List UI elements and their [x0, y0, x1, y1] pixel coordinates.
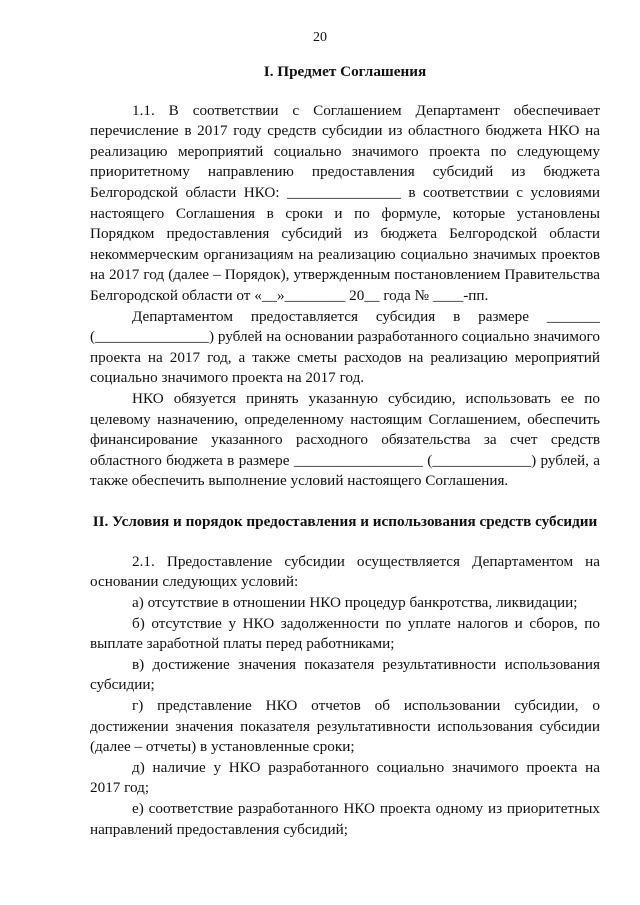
section-2-paragraph-1: 2.1. Предоставление субсидии осуществляется Департаментом на основании следующих условий:: [90, 552, 600, 591]
condition-d: г) представление НКО отчетов об использовании субсидии, о достижении значения показателя результативности использования субсидии (далее – отчеты) в установленные сроки;: [90, 697, 600, 756]
condition-a: а) отсутствие в отношении НКО процедур банкротства, ликвидации;: [132, 594, 578, 612]
condition-c: в) достижение значения показателя результативности использования субсидии;: [90, 655, 600, 694]
section-1-title: I. Предмет Соглашения: [263, 63, 427, 80]
condition-b: б) отсутствие у НКО задолженности по уплате налогов и сборов, по выплате заработной платы перед работниками;: [90, 614, 600, 653]
section-1-paragraph-2: Департаментом предоставляется субсидия в размере _______ (_______________) рублей на основании разработанного социально значимого проекта на 2017 год, а также сметы расходов на реализацию мероприятий социально значимого проекта на 2017 год.: [90, 307, 600, 387]
section-1-paragraph-3: НКО обязуется принять указанную субсидию, использовать ее по целевому назначению, определенному настоящим Соглашением, обеспечить финансирование указанного расходного обязательства за счет средств областного бюджета в размере _________________ (_____________) рублей, а также обеспечить выполнение условий настоящего Соглашения.: [90, 389, 600, 490]
condition-e: д) наличие у НКО разработанного социально значимого проекта на 2017 год;: [90, 758, 600, 797]
document-body: [90, 62, 600, 840]
section-1-paragraph-1: 1.1. В соответствии с Соглашением Департамент обеспечивает перечисление в 2017 году средств субсидии из областного бюджета НКО на реализацию мероприятий социально значимого проекта по следующему приоритетному направлению предоставления субсидий из бюджета Белгородской области НКО: _______________ в соответствии с условиями настоящего Соглашения в сроки и по формуле, которые установлены Порядком предоставления субсидий из бюджета Белгородской области некоммерческим организациям на реализацию социально значимых проектов на 2017 год (далее – Порядок), утвержденным постановлением Правительства Белгородской области от «__»________ 20__ года № ____-пп.: [90, 101, 600, 304]
condition-f: е) соответствие разработанного НКО проекта одному из приоритетных направлений предоставления субсидий;: [90, 800, 600, 838]
page-number: 20: [313, 30, 327, 45]
section-2-title: II. Условия и порядок предоставления и использования средств субсидии: [92, 512, 598, 530]
